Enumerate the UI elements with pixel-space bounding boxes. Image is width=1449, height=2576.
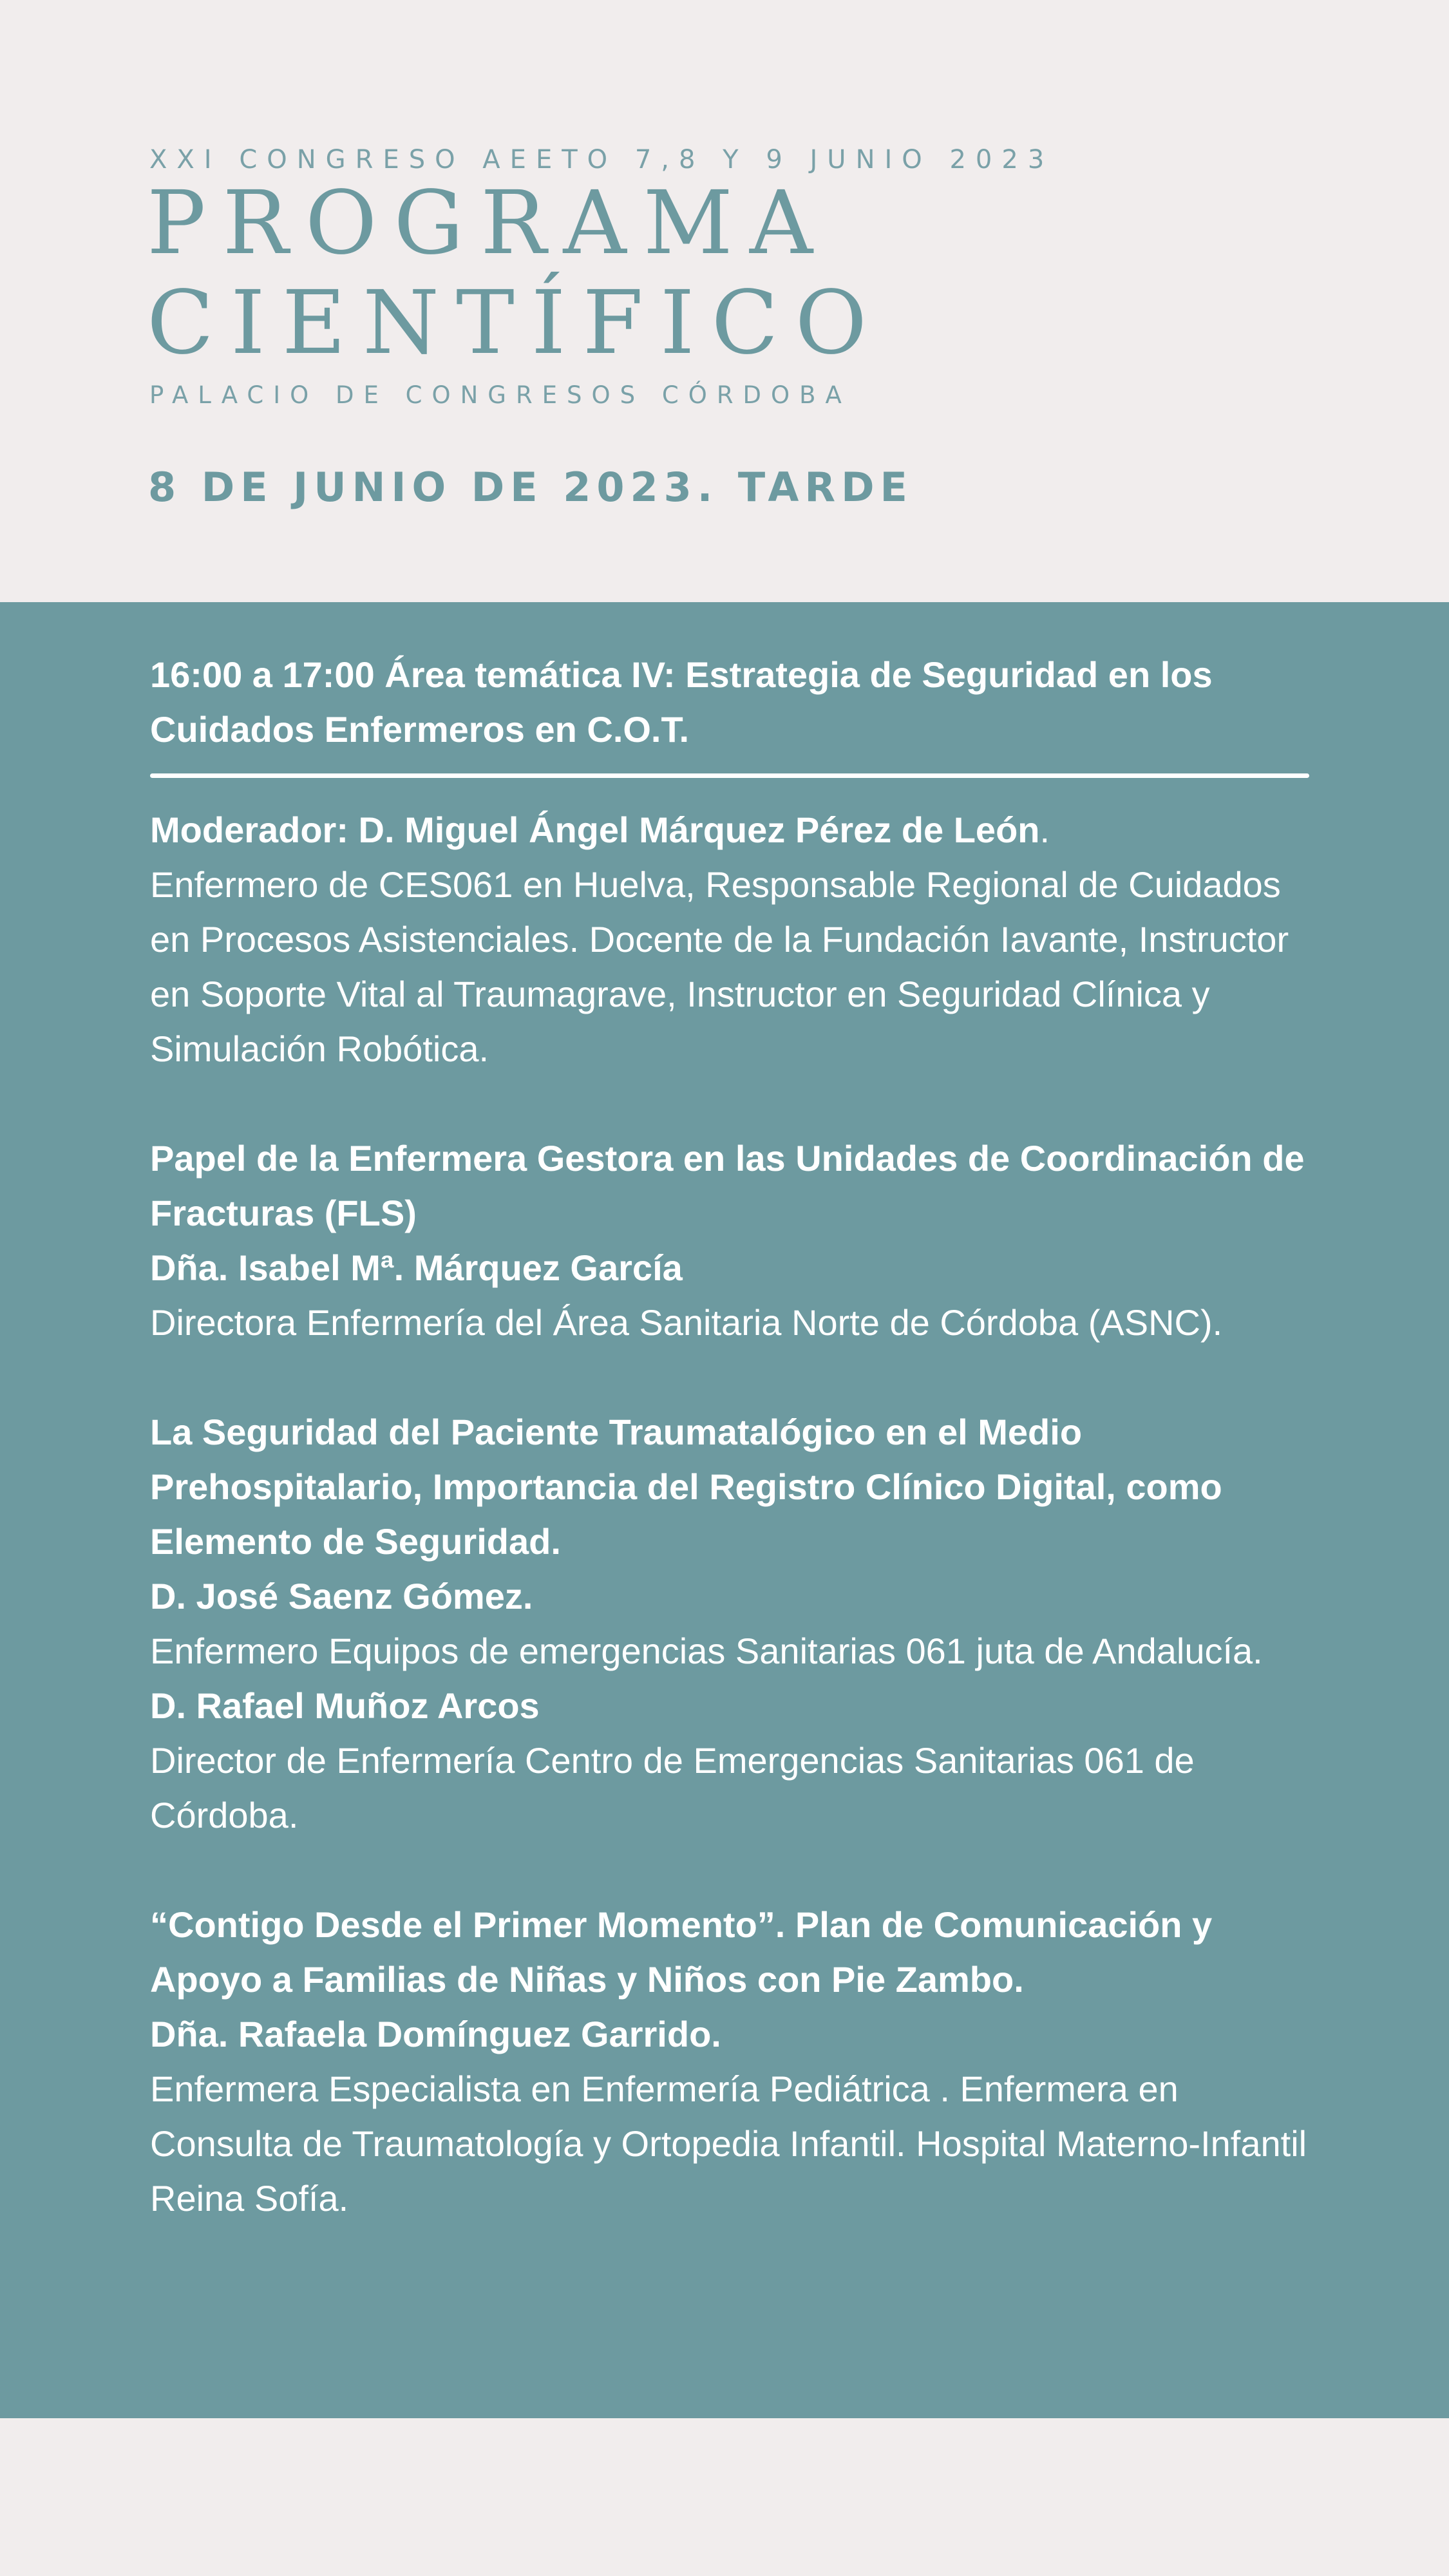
title-line-1: PROGRAMA bbox=[147, 173, 830, 274]
talk-speaker: D. Rafael Muñoz Arcos bbox=[150, 1685, 540, 1726]
page-header bbox=[0, 0, 1449, 602]
spacer bbox=[150, 1350, 1309, 1405]
talk-speaker: Dña. Isabel Mª. Márquez García bbox=[150, 1247, 683, 1288]
session-title: 16:00 a 17:00 Área temática IV: Estrategia de Seguridad en los Cuidados Enfermeros en C.O.T. bbox=[150, 654, 1213, 750]
page-title bbox=[147, 174, 884, 374]
talk-title: La Seguridad del Paciente Traumatalógico en el Medio Prehospitalario, Importancia del Registro Clínico Digital, como Elemento de Seguridad. bbox=[150, 1412, 1222, 1562]
congress-kicker: XXI CONGRESO AEETO 7,8 Y 9 JUNIO 2023 bbox=[149, 145, 1054, 175]
title-divider bbox=[150, 773, 1309, 778]
title-line-2: CIENTÍFICO bbox=[147, 272, 884, 374]
venue-subtitle: PALACIO DE CONGRESOS CÓRDOBA bbox=[149, 381, 851, 409]
moderator-name: Moderador: D. Miguel Ángel Márquez Pérez de León bbox=[150, 810, 1040, 850]
talk-speaker-description: Directora Enfermería del Área Sanitaria Norte de Córdoba (ASNC). bbox=[150, 1302, 1223, 1343]
program-panel bbox=[0, 602, 1449, 2418]
talk-title: “Contigo Desde el Primer Momento”. Plan de Comunicación y Apoyo a Familias de Niñas y Niños con Pie Zambo. bbox=[150, 1904, 1213, 2000]
talk-speaker-description: Director de Enfermería Centro de Emergencias Sanitarias 061 de Córdoba. bbox=[150, 1740, 1195, 1835]
talk-title: Papel de la Enfermera Gestora en las Unidades de Coordinación de Fracturas (FLS) bbox=[150, 1138, 1305, 1233]
talk-speaker: Dña. Rafaela Domínguez Garrido. bbox=[150, 2014, 721, 2054]
spacer bbox=[150, 1842, 1309, 1897]
program-content bbox=[150, 647, 1309, 2226]
talk-speaker-description: Enfermera Especialista en Enfermería Pediátrica . Enfermera en Consulta de Traumatología y Ortopedia Infantil. Hospital Materno-Infantil Reina Sofía. bbox=[150, 2069, 1307, 2219]
talk-speaker-description: Enfermero Equipos de emergencias Sanitarias 061 juta de Andalucía. bbox=[150, 1631, 1263, 1671]
moderator-name-suffix: . bbox=[1039, 810, 1050, 850]
moderator-description: Enfermero de CES061 en Huelva, Responsable Regional de Cuidados en Procesos Asistenciales. Docente de la Fundación Iavante, Instructor en Soporte Vital al Traumagrave, Instructor en Seguridad Clínica y Simulación Robótica. bbox=[150, 864, 1289, 1069]
moderator-block bbox=[150, 802, 1309, 857]
talk-speaker: D. José Saenz Gómez. bbox=[150, 1576, 533, 1616]
spacer bbox=[150, 1076, 1309, 1131]
session-date: 8 DE JUNIO DE 2023. TARDE bbox=[148, 464, 913, 511]
